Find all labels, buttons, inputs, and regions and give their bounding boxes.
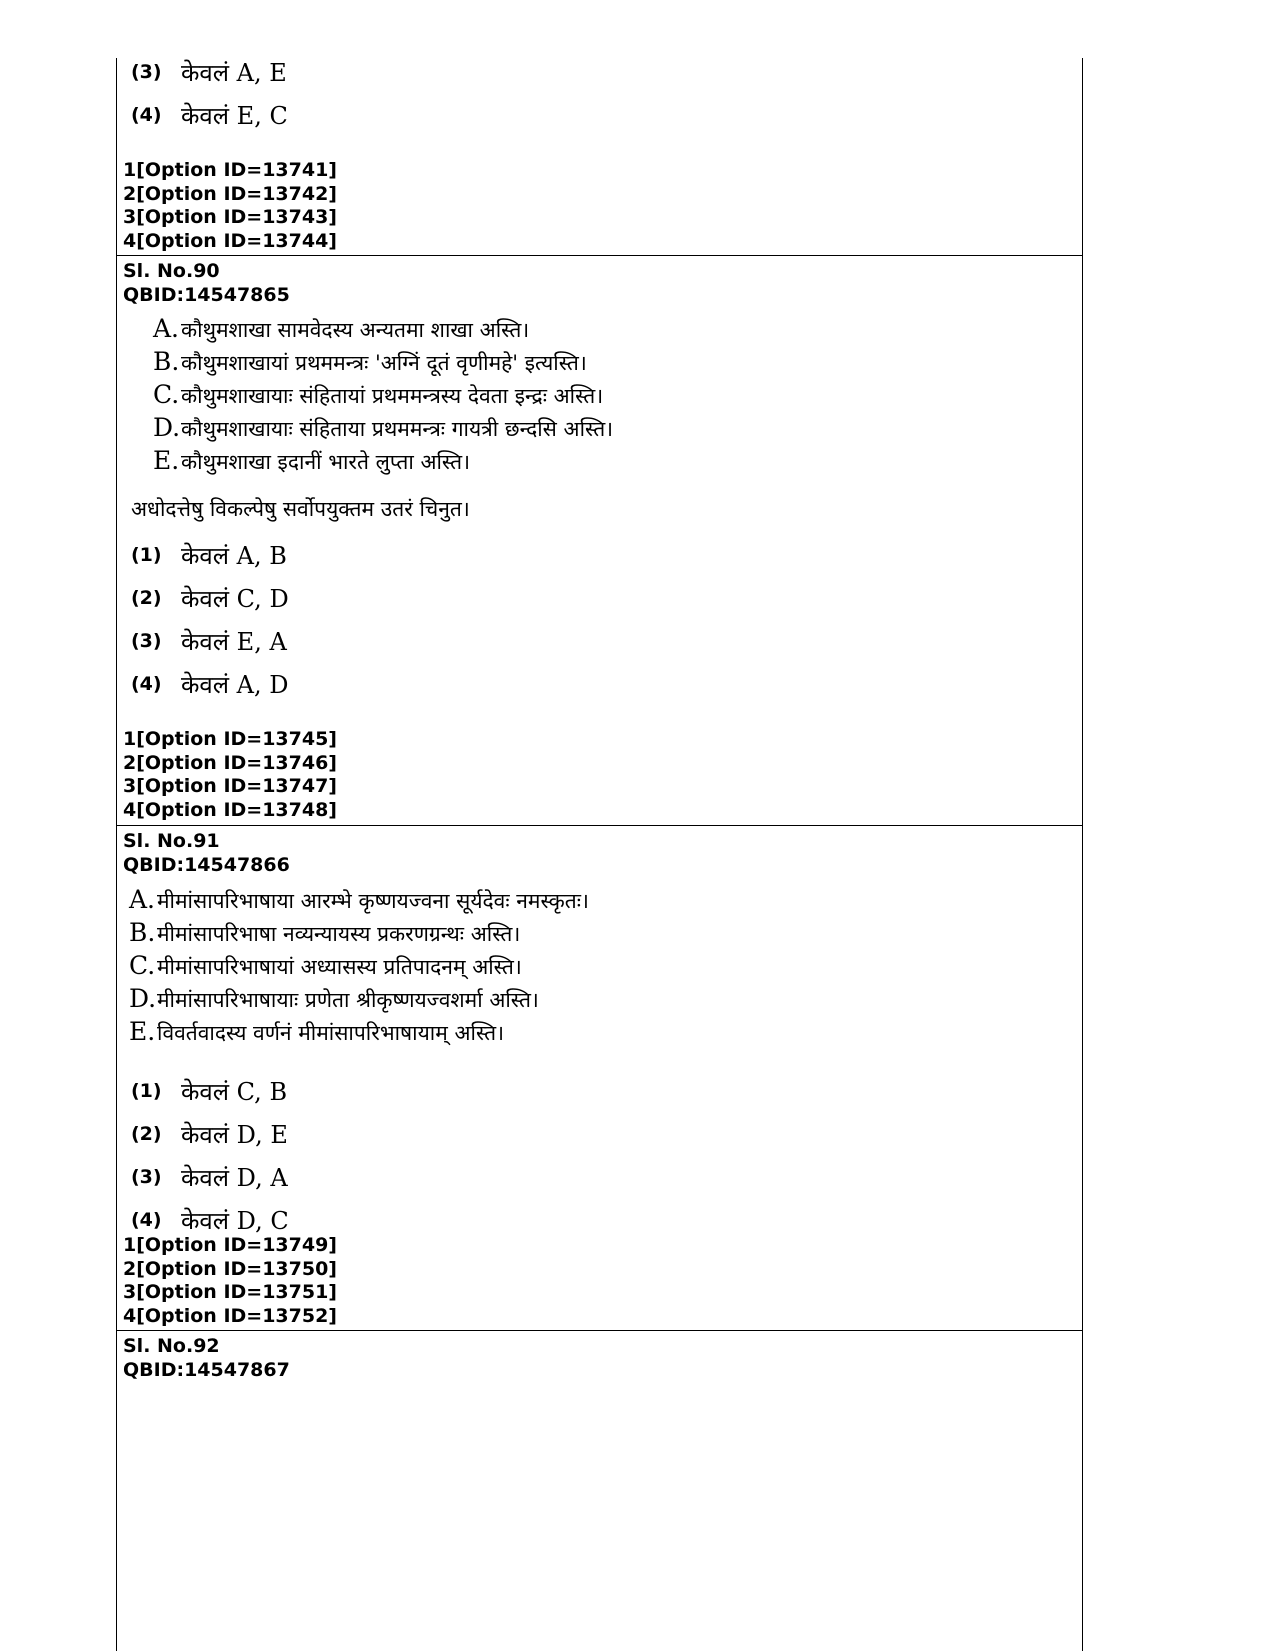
statement-item bbox=[153, 346, 613, 379]
option-id: 3[Option ID=13743] bbox=[123, 206, 337, 228]
statement-text: कौथुमशाखायाः संहितायां प्रथममन्त्रस्य देवता इन्द्रः अस्ति। bbox=[181, 384, 604, 408]
question-divider bbox=[117, 255, 1082, 256]
option-number: (4) bbox=[131, 673, 162, 695]
question-header bbox=[123, 1335, 290, 1382]
statement-text: कौथुमशाखा सामवेदस्य अन्यतमा शाखा अस्ति। bbox=[181, 318, 530, 342]
option-number: (2) bbox=[131, 1123, 162, 1145]
option-number: (1) bbox=[131, 1080, 162, 1102]
statement-text: कौथुमशाखायाः संहिताया प्रथममन्त्रः गायत्री छन्दसि अस्ति। bbox=[181, 417, 614, 441]
statement-label: E. bbox=[153, 446, 180, 475]
option-number: (3) bbox=[131, 61, 162, 83]
option-row bbox=[131, 52, 287, 92]
option-row bbox=[131, 1157, 288, 1197]
statement-item bbox=[129, 983, 589, 1016]
statement-text: मीमांसापरिभाषाया आरम्भे कृष्णयज्वना सूर्यदेवः नमस्कृतः। bbox=[157, 889, 589, 913]
statement-item bbox=[129, 950, 589, 983]
question-divider bbox=[117, 825, 1082, 826]
question-header bbox=[123, 830, 290, 877]
option-text: केवलं D, C bbox=[181, 1206, 289, 1235]
option-text: केवलं A, E bbox=[181, 58, 287, 87]
serial-number: Sl. No.92 bbox=[123, 1335, 220, 1357]
statement-item bbox=[153, 313, 613, 346]
statement-label: A. bbox=[153, 314, 180, 343]
statement-label: E. bbox=[129, 1017, 156, 1046]
option-id: 1[Option ID=13749] bbox=[123, 1234, 337, 1256]
statement-text: कौथुमशाखा इदानीं भारते लुप्ता अस्ति। bbox=[181, 450, 471, 474]
statement-label: B. bbox=[153, 347, 180, 376]
option-row bbox=[131, 578, 289, 618]
option-text: केवलं C, D bbox=[181, 584, 289, 613]
option-text: केवलं E, A bbox=[181, 627, 287, 656]
statement-text: मीमांसापरिभाषायाः प्रणेता श्रीकृष्णयज्वशर्मा अस्ति। bbox=[157, 988, 539, 1012]
option-number: (3) bbox=[131, 1166, 162, 1188]
option-id: 2[Option ID=13746] bbox=[123, 751, 337, 774]
option-text: केवलं D, E bbox=[181, 1120, 288, 1149]
statement-text: कौथुमशाखायां प्रथममन्त्रः 'अग्निं दूतं वृणीमहे' इत्यस्ति। bbox=[181, 351, 587, 375]
option-id: 2[Option ID=13742] bbox=[123, 182, 337, 205]
option-number: (3) bbox=[131, 630, 162, 652]
option-id: 2[Option ID=13750] bbox=[123, 1257, 337, 1280]
statement-item bbox=[129, 884, 589, 917]
option-row bbox=[131, 621, 287, 661]
qbid: QBID:14547865 bbox=[123, 283, 290, 306]
option-text: केवलं A, D bbox=[181, 670, 289, 699]
option-text: केवलं D, A bbox=[181, 1163, 288, 1192]
question-instruction: अधोदत्तेषु विकल्पेषु सर्वोपयुक्तम उतरं चिनुत। bbox=[131, 497, 470, 521]
statement-label: C. bbox=[153, 380, 180, 409]
option-text: केवलं A, B bbox=[181, 541, 287, 570]
statement-label: A. bbox=[129, 885, 156, 914]
question-divider bbox=[117, 1330, 1082, 1331]
option-text: केवलं C, B bbox=[181, 1077, 288, 1106]
serial-number: Sl. No.91 bbox=[123, 830, 220, 852]
option-number: (4) bbox=[131, 104, 162, 126]
option-number: (1) bbox=[131, 544, 162, 566]
statement-text: विवर्तवादस्य वर्णनं मीमांसापरिभाषायाम् अस्ति। bbox=[157, 1021, 505, 1045]
statement-item bbox=[129, 917, 589, 950]
statement-item bbox=[153, 379, 613, 412]
option-id: 1[Option ID=13745] bbox=[123, 728, 337, 750]
option-row bbox=[131, 1114, 288, 1154]
option-id: 3[Option ID=13747] bbox=[123, 775, 337, 797]
statement-label: D. bbox=[153, 413, 181, 442]
option-row bbox=[131, 664, 289, 704]
option-id: 1[Option ID=13741] bbox=[123, 159, 337, 181]
option-row bbox=[131, 95, 288, 135]
qbid: QBID:14547866 bbox=[123, 853, 290, 876]
statement-item bbox=[153, 445, 613, 478]
statement-list bbox=[153, 313, 613, 478]
question-header bbox=[123, 260, 290, 307]
question-paper-page bbox=[116, 58, 1083, 1651]
option-id-list bbox=[123, 728, 337, 822]
question-block-90 bbox=[117, 257, 1082, 825]
statement-text: मीमांसापरिभाषा नव्यन्यायस्य प्रकरणग्रन्थः अस्ति। bbox=[157, 922, 521, 946]
statement-item bbox=[129, 1016, 589, 1049]
option-number: (2) bbox=[131, 587, 162, 609]
option-row bbox=[131, 1071, 287, 1111]
statement-text: मीमांसापरिभाषायां अध्यासस्य प्रतिपादनम् अस्ति। bbox=[157, 955, 522, 979]
question-block-91 bbox=[117, 827, 1082, 1330]
statement-label: C. bbox=[129, 951, 156, 980]
qbid: QBID:14547867 bbox=[123, 1358, 290, 1381]
statement-list bbox=[129, 884, 589, 1049]
option-id: 4[Option ID=13748] bbox=[123, 798, 337, 821]
statement-label: D. bbox=[129, 984, 157, 1013]
option-row bbox=[131, 535, 287, 575]
statement-label: B. bbox=[129, 918, 156, 947]
prev-question-block bbox=[117, 58, 1082, 255]
option-text: केवलं E, C bbox=[181, 101, 288, 130]
option-id: 3[Option ID=13751] bbox=[123, 1281, 337, 1303]
option-id-list bbox=[123, 159, 337, 253]
statement-item bbox=[153, 412, 613, 445]
option-id: 4[Option ID=13744] bbox=[123, 229, 337, 252]
option-id: 4[Option ID=13752] bbox=[123, 1304, 337, 1327]
option-number: (4) bbox=[131, 1209, 162, 1231]
option-id-list bbox=[123, 1234, 337, 1328]
question-block-92 bbox=[117, 1332, 1082, 1650]
serial-number: Sl. No.90 bbox=[123, 260, 220, 282]
